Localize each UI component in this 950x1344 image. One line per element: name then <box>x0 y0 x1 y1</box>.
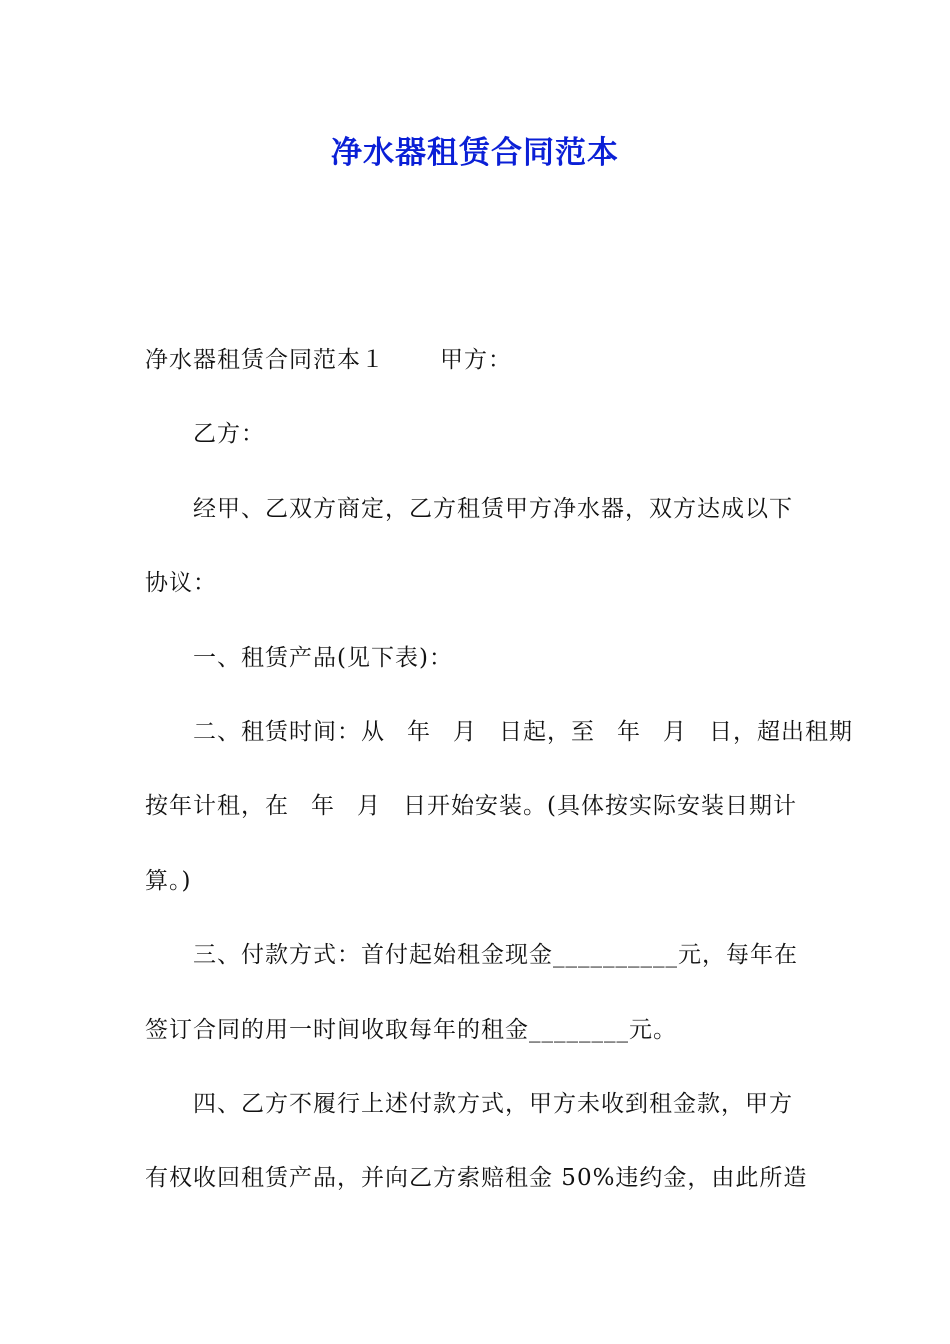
clause-2-month-1: 月 <box>453 718 477 745</box>
clause-3-line-1 <box>145 930 805 1004</box>
clause-2-year-1: 年 <box>407 718 431 745</box>
document-title: 净水器租赁合同范本 <box>331 135 619 171</box>
clause-2-line-2-suffix: 日开始安装。(具体按实际安装日期计 <box>403 793 797 820</box>
clause-3-line-2-prefix: 签订合同的用一时间收取每年的租金 <box>145 1016 529 1043</box>
clause-3-prefix: 三、付款方式：首付起始租金现金 <box>193 942 553 969</box>
clause-2-line-2-month: 月 <box>357 793 381 820</box>
party-a-label: 甲方： <box>440 347 512 373</box>
intro-text-1: 经甲、乙双方商定，乙方租赁甲方净水器，双方达成以下 <box>193 495 793 522</box>
clause-3-suffix: 元，每年在 <box>678 942 798 969</box>
document-body <box>145 335 853 1228</box>
clause-3-line-2 <box>145 1005 805 1079</box>
clause-2-prefix: 二、租赁时间：从 <box>193 718 385 745</box>
clause-2-day-2: 日，超出租期 <box>709 718 853 745</box>
clause-4-text-1: 四、乙方不履行上述付款方式，甲方未收到租金款，甲方 <box>193 1090 793 1117</box>
clause-2-line-2-prefix: 按年计租，在 <box>145 793 289 820</box>
heading-line <box>145 335 805 409</box>
clause-4-line-1 <box>145 1079 805 1153</box>
first-rent-blank: __________ <box>553 942 678 969</box>
contract-heading: 净水器租赁合同范本１ <box>145 347 385 373</box>
party-b-line <box>145 409 805 483</box>
clause-3-line-2-suffix: 元。 <box>629 1016 677 1043</box>
clause-2-line-1 <box>145 707 853 781</box>
clause-2-day-1: 日起，至 <box>499 718 595 745</box>
clause-2-line-3 <box>145 856 805 930</box>
intro-line-1 <box>145 484 805 558</box>
clause-2-year-2: 年 <box>617 718 641 745</box>
clause-1-text: 一、租赁产品(见下表)： <box>193 644 453 671</box>
party-b-label: 乙方： <box>193 421 265 448</box>
clause-2-line-3-text: 算。) <box>145 867 192 894</box>
intro-line-2 <box>145 558 805 632</box>
clause-1 <box>145 633 805 707</box>
clause-2-month-2: 月 <box>663 718 687 745</box>
annual-rent-blank: ________ <box>529 1016 629 1043</box>
clause-4-line-2 <box>145 1153 808 1227</box>
clause-4-text-2: 有权收回租赁产品，并向乙方索赔租金 50%违约金，由此所造 <box>145 1165 808 1192</box>
clause-2-line-2-year: 年 <box>311 793 335 820</box>
intro-text-2: 协议： <box>145 570 217 597</box>
clause-2-line-2 <box>145 781 805 855</box>
